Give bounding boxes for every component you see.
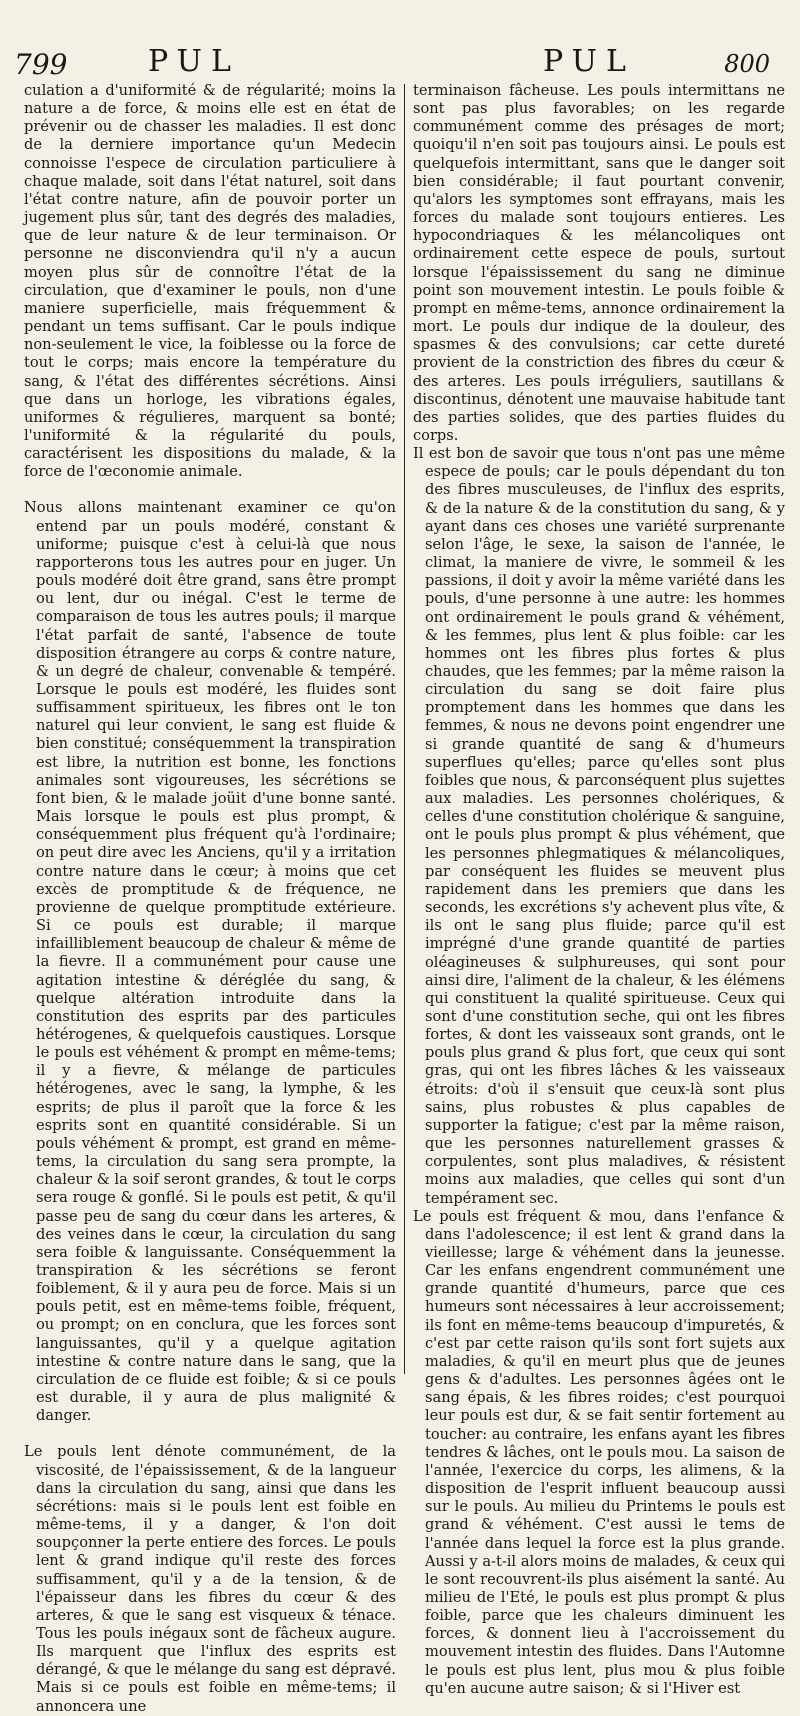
left-column bbox=[24, 82, 396, 1716]
column-divider bbox=[404, 84, 405, 1374]
page-number-left: 799 bbox=[14, 48, 68, 81]
page-number-right: 800 bbox=[724, 50, 770, 78]
page-header bbox=[0, 42, 800, 82]
running-head-right: PUL bbox=[543, 44, 635, 79]
paragraph: Le pouls lent dénote communément, de la viscosité, de l'épaississement, & de la langueur dans la circulation du sang, ainsi que dans les sécrétions: mais si le pouls lent est foible en même-tems, il y a danger, & l'on doit soupçonner la perte entiere des forces. Le pouls lent & grand indique qu'il reste des forces suffisamment, qu'il y a de la tension, & de l'épaisseur dans les fibres du cœur & des arteres, & que le sang est visqueux & ténace. Tous les pouls inégaux sont de fâcheux augure. Ils marquent que l'influx des esprits est dérangé, & que le mélange du sang est dépravé. Mais si ce pouls est foible en même-tems; il annoncera une bbox=[24, 1443, 396, 1715]
paragraph: terminaison fâcheuse. Les pouls intermittans ne sont pas plus favorables; on les regarde communément comme des présages de mort; quoiqu'il n'en soit pas toujours ainsi. Le pouls est quelquefois intermittant, sans que le danger soit bien considérable; il faut pourtant convenir, qu'alors les symptomes sont effrayans, mais les forces du malade sont toujours entieres. Les hypocondriaques & les mélancoliques ont ordinairement cette espece de pouls, surtout lorsque l'épaississement du sang ne diminue point son mouvement intestin. Le pouls foible & prompt en même-tems, annonce ordinairement la mort. Le pouls dur indique de la douleur, des spasmes & des convulsions; car cette dureté provient de la constriction des fibres du cœur & des arteres. Les pouls irréguliers, sautillans & discontinus, dénotent une mauvaise habitude tant des parties solides, que des parties fluides du corps. bbox=[413, 82, 785, 444]
paragraph: culation a d'uniformité & de régularité; moins la nature a de force, & moins elle est en état de prévenir ou de chasser les maladies. Il est donc de la derniere importance qu'un Medecin connoisse l'espece de circulation particuliere à chaque malade, soit dans l'état naturel, soit dans l'état contre nature, afin de pouvoir porter un jugement plus sûr, tant des degrés des maladies, que de leur nature & de leur terminaison. Or personne ne disconviendra qu'il n'y a aucun moyen plus sûr de connoître l'état de la circulation, que d'examiner le pouls, non d'une maniere superficielle, mais fréquemment & pendant un tems suffisant. Car le pouls indique non-seulement le vice, la foiblesse ou la force de tout le corps; mais encore la température du sang, & l'état des différentes sécrétions. Ainsi que dans un horloge, les vibrations égales, uniformes & régulieres, marquent sa bonté; l'uniformité & la régularité du pouls, caractérisent les dispositions du malade, & la force de l'œconomie animale. bbox=[24, 82, 396, 481]
right-column bbox=[413, 82, 785, 1698]
paragraph: Nous allons maintenant examiner ce qu'on entend par un pouls modéré, constant & uniforme; puisque c'est à celui-là que nous rapporterons tous les autres pour en juger. Un pouls modéré doit être grand, sans être prompt ou lent, dur ou inégal. C'est le terme de comparaison de tous les autres pouls; il marque l'état parfait de santé, l'absence de toute disposition étrangere au corps & contre nature, & un degré de chaleur, convenable & tempéré. Lorsque le pouls est modéré, les fluides sont suffisamment spiritueux, les fibres ont le ton naturel qui leur convient, le sang est fluide & bien constitué; conséquemment la transpiration est libre, la nutrition est bonne, les fonctions animales sont vigoureuses, les sécrétions se font bien, & le malade joüit d'une bonne santé. Mais lorsque le pouls est plus prompt, & conséquemment plus fréquent qu'à l'ordinaire; on peut dire avec les Anciens, qu'il y a irritation contre nature dans le cœur; à moins que cet excès de promptitude & de fréquence, ne provienne de quelque promptitude extérieure. Si ce pouls est durable; il marque infailliblement beaucoup de chaleur & même de la fievre. Il a communément pour cause une agitation intestine & déréglée du sang, & quelque altération introduite dans la constitution des esprits par des particules hétérogenes, & quelquefois caustiques. Lorsque le pouls est véhément & prompt en même-tems; il y a fievre, & mélange de particules hétérogenes, avec le sang, la lymphe, & les esprits; de plus il paroît que la force & les esprits sont en quantité considérable. Si un pouls véhément & prompt, est grand en même-tems, la circulation du sang sera prompte, la chaleur & la soif seront grandes, & tout le corps sera rouge & gonflé. Si le pouls est petit, & qu'il passe peu de sang du cœur dans les arteres, & des veines dans le cœur, la circulation du sang sera foible & languissante. Conséquemment la transpiration & les sécrétions se feront foiblement, & il y aura peu de force. Mais si un pouls petit, est en même-tems foible, fréquent, ou prompt; on en conclura, que les forces sont languissantes, qu'il y a quelque agitation intestine & contre nature dans le sang, que la circulation de ce fluide est foible; & si ce pouls est durable, il y aura de plus malignité & danger. bbox=[24, 499, 396, 1425]
paragraph: Le pouls est fréquent & mou, dans l'enfance & dans l'adolescence; il est lent & grand dans la vieillesse; large & véhément dans la jeunesse. Car les enfans engendrent communément une grande quantité d'humeurs, parce que ces humeurs sont nécessaires à leur accroissement; ils font en même-tems beaucoup d'impuretés, & c'est par cette raison qu'ils sont fort sujets aux maladies, & qu'il en meurt plus que de jeunes gens & d'adultes. Les personnes âgées ont le sang épais, & les fibres roides; c'est pourquoi leur pouls est dur, & se fait sentir fortement au toucher: au contraire, les enfans ayant les fibres tendres & lâches, ont le pouls mou. La saison de l'année, l'exercice du corps, les alimens, & la disposition de l'esprit influent beaucoup aussi sur le pouls. Au milieu du Printems le pouls est grand & véhément. C'est aussi le tems de l'année dans lequel la force est la plus grande. Aussi y a-t-il alors moins de malades, & ceux qui le sont recouvrent-ils plus aisément la santé. Au milieu de l'Eté, le pouls est plus prompt & plus foible, parce que les chaleurs diminuent les forces, & donnent lieu à l'accroissement du mouvement intestin des fluides. Dans l'Automne le pouls est plus lent, plus mou & plus foible qu'en aucune autre saison; & si l'Hiver est bbox=[413, 1207, 785, 1697]
paragraph: Il est bon de savoir que tous n'ont pas une même espece de pouls; car le pouls dépendant du ton des fibres musculeuses, de l'influx des esprits, & de la nature & de la constitution du sang, & y ayant dans ces choses une variété surprenante selon l'âge, le sexe, la saison de l'année, le climat, la maniere de vivre, le sommeil & les passions, il doit y avoir la même variété dans les pouls, d'une personne à une autre: les hommes ont ordinairement le pouls grand & véhément, & les femmes, plus lent & plus foible: car les hommes ont les fibres plus fortes & plus chaudes, que les femmes; par la même raison la circulation du sang se doit faire plus promptement dans les hommes que dans les femmes, & nous ne devons point engendrer une si grande quantité de sang & d'humeurs superflues qu'elles; parce qu'elles sont plus foibles que nous, & parconséquent plus sujettes aux maladies. Les personnes cholériques, & celles d'une constitution cholérique & sanguine, ont le pouls plus prompt & plus véhément, que les personnes phlegmatiques & mélancoliques, par conséquent les fluides se meuvent plus rapidement dans les premiers que dans les seconds, les excrétions s'y achevent plus vîte, & ils ont le sang plus fluide; parce qu'il est imprégné d'une grande quantité de parties oléagineuses & sulphureuses, qui sont pour ainsi dire, l'aliment de la chaleur, & les élémens qui constituent la qualité spiritueuse. Ceux qui sont d'une constitution seche, qui ont les fibres fortes, & dont les vaisseaux sont grands, ont le pouls plus grand & plus fort, que ceux qui sont gras, qui ont les fibres lâches & les vaisseaux étroits: d'où il s'ensuit que ceux-là sont plus sains, plus robustes & plus capables de supporter la fatigue; c'est par la même raison, que les personnes naturellement grasses & corpulentes, sont plus maladives, & résistent moins aux maladies, que celles qui sont d'un tempérament sec. bbox=[413, 445, 785, 1207]
running-head-left: PUL bbox=[148, 44, 240, 79]
